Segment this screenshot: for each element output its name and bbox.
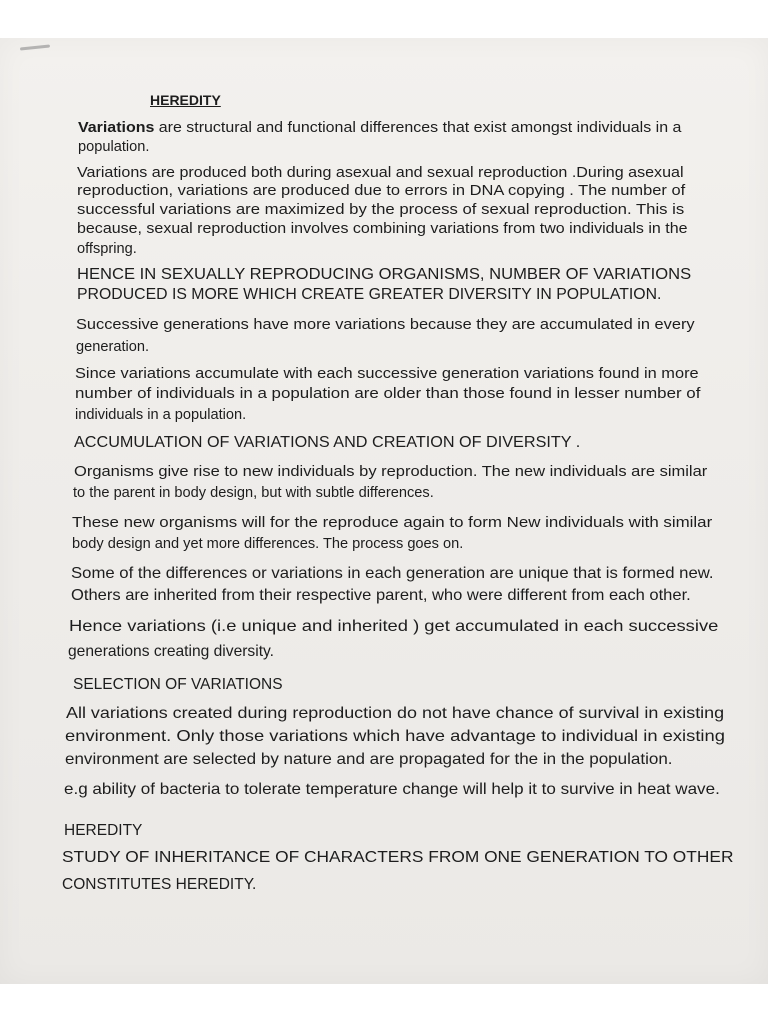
- text-line-caps: CONSTITUTES HEREDITY.: [62, 876, 257, 893]
- section-heading: HEREDITY: [64, 822, 143, 839]
- text-line: body design and yet more differences. The process goes on.: [72, 536, 464, 552]
- text-line-caps: STUDY OF INHERITANCE OF CHARACTERS FROM ONE GENERATION TO OTHER: [62, 849, 734, 866]
- text-line: e.g ability of bacteria to tolerate temperature change will help it to survive in heat wave.: [64, 781, 720, 798]
- text-line: These new organisms will for the reproduce again to form New individuals with similar: [72, 515, 713, 531]
- text-line: offspring.: [77, 241, 137, 257]
- text-line: successful variations are maximized by the process of sexual reproduction. This is: [77, 202, 685, 218]
- text-line: generation.: [76, 339, 150, 355]
- text-line: Variations are produced both during asexual and sexual reproduction .During asexual: [77, 165, 684, 181]
- text-line: Organisms give rise to new individuals by reproduction. The new individuals are similar: [74, 464, 708, 480]
- text-line: number of individuals in a population are older than those found in lesser number of: [75, 386, 701, 402]
- text-line: population.: [78, 139, 150, 155]
- text-line: Some of the differences or variations in each generation are unique that is formed new.: [71, 565, 714, 582]
- text-line: Others are inherited from their respective parent, who were different from each other.: [71, 587, 691, 604]
- section-heading: SELECTION OF VARIATIONS: [73, 676, 283, 693]
- text-line: individuals in a population.: [75, 407, 247, 423]
- text-line: environment are selected by nature and are propagated for the in the population.: [65, 751, 673, 768]
- text-line: because, sexual reproduction involves combining variations from two individuals in the: [77, 221, 688, 237]
- text-line: Successive generations have more variations because they are accumulated in every: [76, 317, 695, 333]
- text-line: Hence variations (i.e unique and inherited ) get accumulated in each successive: [69, 618, 719, 635]
- text-line-caps: PRODUCED IS MORE WHICH CREATE GREATER DIVERSITY IN POPULATION.: [77, 286, 662, 303]
- text-line: environment. Only those variations which have advantage to individual in existing: [65, 728, 725, 745]
- text-line: generations creating diversity.: [68, 643, 274, 660]
- document-title: HEREDITY: [150, 92, 221, 108]
- text-line: Since variations accumulate with each successive generation variations found in more: [75, 366, 699, 382]
- section-heading: ACCUMULATION OF VARIATIONS AND CREATION OF DIVERSITY .: [74, 434, 581, 451]
- text-line: Variations are structural and functional differences that exist amongst individuals in a: [78, 120, 682, 136]
- bold-term: Variations: [78, 120, 155, 136]
- text-line: All variations created during reproduction do not have chance of survival in existing: [66, 705, 725, 722]
- text-line-caps: HENCE IN SEXUALLY REPRODUCING ORGANISMS, NUMBER OF VARIATIONS: [77, 266, 692, 283]
- text-line: to the parent in body design, but with subtle differences.: [73, 485, 434, 501]
- text-line: reproduction, variations are produced due to errors in DNA copying . The number of: [77, 183, 686, 199]
